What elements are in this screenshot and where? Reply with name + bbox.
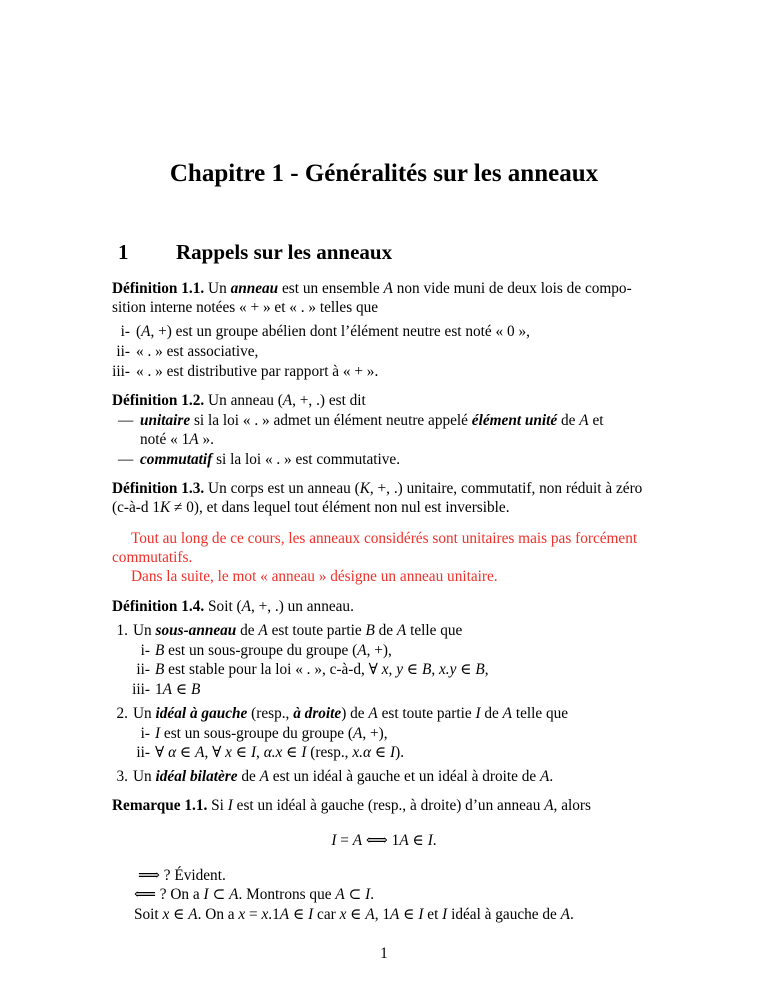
- text-run: si la loi « . » admet un élément neutre appelé: [190, 412, 472, 429]
- text-run: Un: [133, 768, 156, 785]
- math-symbol: I: [475, 705, 481, 722]
- math-symbol: A: [539, 768, 550, 785]
- list-item: [155, 743, 404, 762]
- text-run: Un: [133, 705, 156, 722]
- text-run: est toute partie: [377, 705, 476, 722]
- enum-item: [133, 704, 568, 723]
- item-label: iii-: [112, 363, 130, 380]
- math-symbol: I: [365, 886, 371, 903]
- defined-term: sous-anneau: [155, 622, 237, 639]
- text-run: , ∀: [204, 744, 226, 761]
- heading-label: Définition 1.4.: [112, 598, 205, 615]
- text-run: noté « 1: [140, 431, 190, 448]
- proof-line: [138, 866, 226, 885]
- defined-term: élément unité: [471, 412, 558, 429]
- text-run: ∈: [231, 744, 251, 761]
- list-item: [140, 411, 604, 430]
- note-text: Dans la suite, le mot « anneau » désigne un anneau unitaire.: [131, 568, 498, 585]
- math-symbol: A: [579, 412, 589, 429]
- math-symbol: K: [359, 480, 370, 497]
- text-run: (: [136, 323, 142, 340]
- text-run: ∈: [172, 681, 191, 698]
- list-item: [155, 724, 388, 743]
- text-run: ∀: [155, 744, 169, 761]
- section-title: Rappels sur les anneaux: [176, 240, 393, 264]
- text-run: et: [588, 412, 604, 429]
- text-run: ∈: [456, 661, 476, 678]
- note-text: Tout au long de ce cours, les anneaux considérés sont unitaires mais pas forcément: [131, 530, 638, 547]
- enum-item: [133, 621, 462, 640]
- math-symbol: I: [308, 906, 314, 923]
- text-run: telle que: [406, 622, 463, 639]
- definition-1-3: [112, 479, 642, 498]
- math-symbol: A: [241, 598, 251, 615]
- list-item: [140, 450, 400, 469]
- math-symbol: A: [544, 797, 554, 814]
- text-run: ⟸ ? On a: [134, 886, 204, 903]
- text-run: Soit (: [204, 598, 242, 615]
- text-run: , +, .) unitaire, commutatif, non réduit à zéro: [369, 480, 643, 497]
- text-run: sition interne notées « + » et « . » telles que: [112, 299, 379, 316]
- text-run: de: [374, 622, 397, 639]
- text-run: de: [237, 768, 260, 785]
- math-symbol: A: [335, 886, 345, 903]
- text-run: est un ensemble: [278, 280, 384, 297]
- math-symbol: A: [390, 906, 400, 923]
- text-run: ∈: [289, 906, 309, 923]
- math-symbol: A: [399, 832, 409, 849]
- math-symbol: B: [475, 661, 485, 678]
- defined-term: commutatif: [140, 451, 213, 468]
- heading-label: Remarque 1.1.: [112, 797, 208, 814]
- math-symbol: A: [357, 642, 367, 659]
- text-run: 1: [155, 681, 163, 698]
- math-symbol: A: [396, 622, 407, 639]
- text-run: , alors: [553, 797, 591, 814]
- text-run: (resp.,: [306, 744, 353, 761]
- text-run: , +, .) un anneau.: [250, 598, 354, 615]
- defined-term: à droite: [293, 705, 342, 722]
- chapter-title: Chapitre 1 - Généralités sur les anneaux: [169, 160, 599, 187]
- list-item: [136, 362, 378, 381]
- remark-1-1: [112, 796, 591, 815]
- dash-bullet: —: [118, 451, 134, 468]
- heading-label: Définition 1.1.: [112, 280, 205, 297]
- text-run: ) de: [341, 705, 369, 722]
- math-symbol: A: [560, 906, 571, 923]
- math-symbol: A: [259, 768, 269, 785]
- math-symbol: I: [203, 886, 209, 903]
- defined-term: anneau: [230, 280, 279, 297]
- math-symbol: A: [502, 705, 513, 722]
- text-run: « . » est associative,: [136, 343, 259, 360]
- enum-label: 2.: [116, 705, 128, 722]
- text-run: ∈: [282, 744, 302, 761]
- text-run: ,: [484, 661, 489, 678]
- text-run: ∈: [346, 906, 366, 923]
- proof-line: [134, 885, 374, 904]
- math-symbol: α.x: [263, 744, 283, 761]
- text-run: .: [370, 886, 375, 903]
- math-symbol: x, y: [381, 661, 403, 678]
- text-run: Soit: [134, 906, 163, 923]
- text-run: , +) est un groupe abélien dont l’élément neutre est noté « 0 »,: [150, 323, 530, 340]
- math-symbol: I: [227, 797, 233, 814]
- math-symbol: I: [250, 744, 257, 761]
- definition-1-2: [112, 391, 366, 410]
- text-run: ∈: [399, 906, 419, 923]
- text-run: , +, .) est dit: [292, 392, 366, 409]
- item-label: ii-: [116, 343, 130, 360]
- text-run: est stable pour la loi « . », c-à-d, ∀: [164, 661, 382, 678]
- text-run: ∈: [176, 744, 196, 761]
- section-heading: [118, 240, 392, 265]
- text-run: ≠ 0), et dans lequel tout élément non nul est inversible.: [170, 499, 510, 516]
- text-run: (c-à-d 1: [112, 499, 160, 516]
- text-run: . On a: [197, 906, 239, 923]
- text-run: ,: [256, 744, 264, 761]
- defined-term: idéal bilatère: [155, 768, 238, 785]
- text-run: ∈: [371, 744, 390, 761]
- text-run: Si: [207, 797, 228, 814]
- math-symbol: A: [162, 681, 173, 698]
- text-run: ».: [198, 431, 214, 448]
- text-run: =: [336, 832, 353, 849]
- text-run: idéal à gauche de: [447, 906, 561, 923]
- list-item: [136, 342, 258, 361]
- math-symbol: x.α: [352, 744, 371, 761]
- math-symbol: A: [352, 832, 363, 849]
- text-run: ⟺ 1: [362, 832, 400, 849]
- math-symbol: B: [155, 642, 165, 659]
- text-run: ⟹ ? Évident.: [138, 867, 226, 884]
- math-symbol: A: [258, 622, 268, 639]
- math-symbol: x.y: [438, 661, 457, 678]
- text-run: . Montrons que: [238, 886, 336, 903]
- math-symbol: I: [331, 832, 337, 849]
- text-run: est toute partie: [267, 622, 366, 639]
- math-symbol: A: [188, 906, 198, 923]
- section-number: 1: [118, 240, 129, 264]
- text-run: , +),: [366, 642, 392, 659]
- text-run: non vide muni de deux lois de compo-: [392, 280, 632, 297]
- math-symbol: A: [229, 886, 239, 903]
- math-symbol: B: [191, 681, 201, 698]
- math-symbol: A: [365, 906, 375, 923]
- math-symbol: x: [238, 906, 246, 923]
- math-symbol: B: [421, 661, 432, 678]
- text-run: ,: [431, 661, 439, 678]
- math-symbol: B: [155, 661, 165, 678]
- math-symbol: I: [389, 744, 396, 761]
- text-run: ∈: [402, 661, 422, 678]
- dash-bullet: —: [118, 412, 134, 429]
- text-run: Un anneau (: [204, 392, 283, 409]
- item-label: i-: [140, 642, 150, 659]
- enum-label: 3.: [116, 768, 128, 785]
- page-number: 1: [380, 945, 388, 962]
- list-item: [155, 641, 392, 660]
- item-label: ii-: [136, 744, 150, 761]
- item-label: i-: [120, 323, 130, 340]
- math-symbol: x: [339, 906, 347, 923]
- math-symbol: A: [368, 705, 378, 722]
- item-label: i-: [140, 725, 150, 742]
- text-run: est un sous-groupe du groupe (: [164, 642, 358, 659]
- text-run: ).: [395, 744, 405, 761]
- list-item-continued: [140, 430, 214, 449]
- text-run: .: [570, 906, 574, 923]
- math-symbol: α: [168, 744, 177, 761]
- math-symbol: K: [159, 499, 171, 516]
- definition-1-1-line: [112, 298, 378, 317]
- list-item: [136, 322, 530, 341]
- defined-term: unitaire: [140, 412, 191, 429]
- text-run: est un idéal à gauche et un idéal à droite de: [268, 768, 540, 785]
- heading-label: Définition 1.3.: [112, 480, 205, 497]
- math-symbol: A: [383, 280, 393, 297]
- math-symbol: B: [365, 622, 375, 639]
- text-run: , 1: [374, 906, 390, 923]
- text-run: de: [557, 412, 580, 429]
- text-run: .: [549, 768, 554, 785]
- enum-label: 1.: [116, 622, 128, 639]
- definition-1-3-line: [112, 498, 510, 517]
- text-run: « . » est distributive par rapport à « + ».: [136, 363, 379, 380]
- math-symbol: A: [195, 744, 205, 761]
- list-item: [155, 680, 200, 699]
- display-equation: [0, 831, 768, 850]
- definition-1-4: [112, 597, 354, 616]
- text-run: de: [480, 705, 503, 722]
- text-run: de: [236, 622, 259, 639]
- text-run: ⊂: [344, 886, 366, 903]
- math-symbol: A: [282, 392, 293, 409]
- heading-label: Définition 1.2.: [112, 392, 205, 409]
- proof-line: [134, 905, 574, 924]
- math-symbol: I: [427, 832, 433, 849]
- text-run: ⊂: [208, 886, 230, 903]
- text-run: telle que: [512, 705, 569, 722]
- text-run: si la loi « . » est commutative.: [212, 451, 401, 468]
- text-run: =: [245, 906, 262, 923]
- text-run: .: [432, 832, 437, 849]
- text-run: Un: [204, 280, 231, 297]
- math-symbol: I: [301, 744, 307, 761]
- item-label: iii-: [132, 681, 150, 698]
- math-symbol: A: [353, 725, 363, 742]
- math-symbol: A: [189, 431, 199, 448]
- text-run: ∈: [408, 832, 428, 849]
- list-item: [155, 660, 489, 679]
- item-label: ii-: [136, 661, 150, 678]
- definition-1-1: [112, 279, 632, 298]
- text-run: ∈: [169, 906, 189, 923]
- math-symbol: I: [442, 906, 448, 923]
- math-symbol: A: [279, 906, 290, 923]
- math-symbol: A: [141, 323, 151, 340]
- defined-term: idéal à gauche: [155, 705, 248, 722]
- text-run: Un: [133, 622, 156, 639]
- text-run: .1: [268, 906, 280, 923]
- text-run: car: [313, 906, 340, 923]
- text-run: , +),: [362, 725, 388, 742]
- math-symbol: x: [225, 744, 232, 761]
- text-run: (resp.,: [247, 705, 294, 722]
- math-symbol: x: [261, 906, 269, 923]
- math-symbol: x: [162, 906, 170, 923]
- enum-item: [133, 767, 553, 786]
- text-run: est un sous-groupe du groupe (: [160, 725, 353, 742]
- math-symbol: I: [155, 725, 161, 742]
- text-run: et: [423, 906, 443, 923]
- text-run: est un idéal à gauche (resp., à droite) d’un anneau: [232, 797, 545, 814]
- math-symbol: I: [418, 906, 424, 923]
- note-text: commutatifs.: [112, 549, 193, 566]
- text-run: Un corps est un anneau (: [204, 480, 360, 497]
